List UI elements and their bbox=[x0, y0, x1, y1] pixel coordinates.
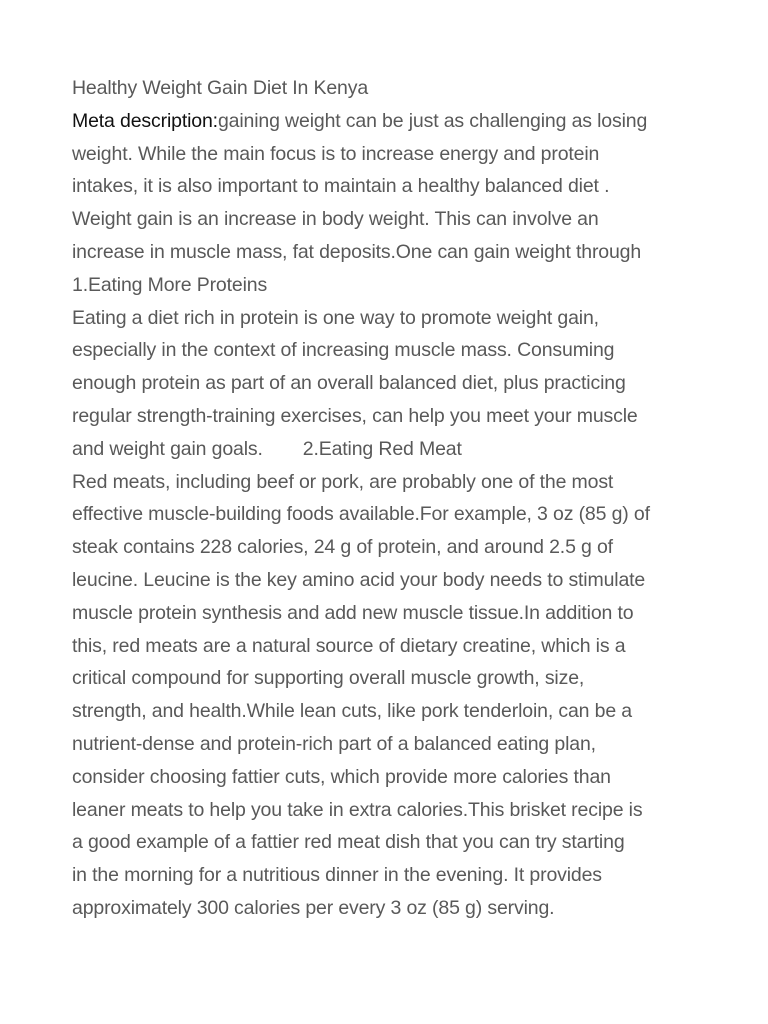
meta-description-line bbox=[72, 105, 712, 138]
body-line: enough protein as part of an overall balanced diet, plus practicing bbox=[72, 372, 626, 395]
section-heading: 2.Eating Red Meat bbox=[302, 437, 462, 460]
body-line: Weight gain is an increase in body weight. This can involve an bbox=[72, 208, 599, 231]
body-line: intakes, it is also important to maintain a healthy balanced diet . bbox=[72, 175, 610, 198]
body-line: in the morning for a nutritious dinner in the evening. It provides bbox=[72, 864, 602, 887]
meta-description-label: Meta description: bbox=[72, 109, 218, 132]
body-line: regular strength-training exercises, can help you meet your muscle bbox=[72, 404, 638, 427]
body-line: increase in muscle mass, fat deposits.One can gain weight through bbox=[72, 240, 642, 263]
body-line: this, red meats are a natural source of dietary creatine, which is a bbox=[72, 634, 626, 657]
document-title: Healthy Weight Gain Diet In Kenya bbox=[72, 77, 369, 99]
body-line: Eating a diet rich in protein is one way to promote weight gain, bbox=[72, 306, 599, 329]
body-line-with-heading bbox=[72, 433, 712, 466]
body-line: strength, and health.While lean cuts, like pork tenderloin, can be a bbox=[72, 700, 632, 723]
meta-description-text: gaining weight can be just as challenging as losing bbox=[217, 109, 648, 132]
body-line: Red meats, including beef or pork, are probably one of the most bbox=[72, 470, 614, 493]
body-line: weight. While the main focus is to increase energy and protein bbox=[72, 142, 600, 165]
section-heading: 1.Eating More Proteins bbox=[72, 273, 268, 296]
body-line: especially in the context of increasing muscle mass. Consuming bbox=[72, 339, 615, 362]
body-line: critical compound for supporting overall muscle growth, size, bbox=[72, 667, 585, 690]
body-text: and weight gain goals. bbox=[72, 437, 263, 460]
body-line: muscle protein synthesis and add new muscle tissue.In addition to bbox=[72, 601, 634, 624]
document-page bbox=[72, 72, 712, 925]
body-line: consider choosing fattier cuts, which provide more calories than bbox=[72, 765, 611, 788]
body-line: a good example of a fattier red meat dish that you can try starting bbox=[72, 831, 625, 854]
body-line: leaner meats to help you take in extra calories.This brisket recipe is bbox=[72, 798, 643, 821]
body-line: leucine. Leucine is the key amino acid your body needs to stimulate bbox=[72, 568, 646, 591]
body-line: nutrient-dense and protein-rich part of a balanced eating plan, bbox=[72, 732, 596, 755]
body-line: steak contains 228 calories, 24 g of protein, and around 2.5 g of bbox=[72, 536, 613, 559]
body-line: effective muscle-building foods available.For example, 3 oz (85 g) of bbox=[72, 503, 650, 526]
body-line: approximately 300 calories per every 3 oz (85 g) serving. bbox=[72, 896, 555, 919]
